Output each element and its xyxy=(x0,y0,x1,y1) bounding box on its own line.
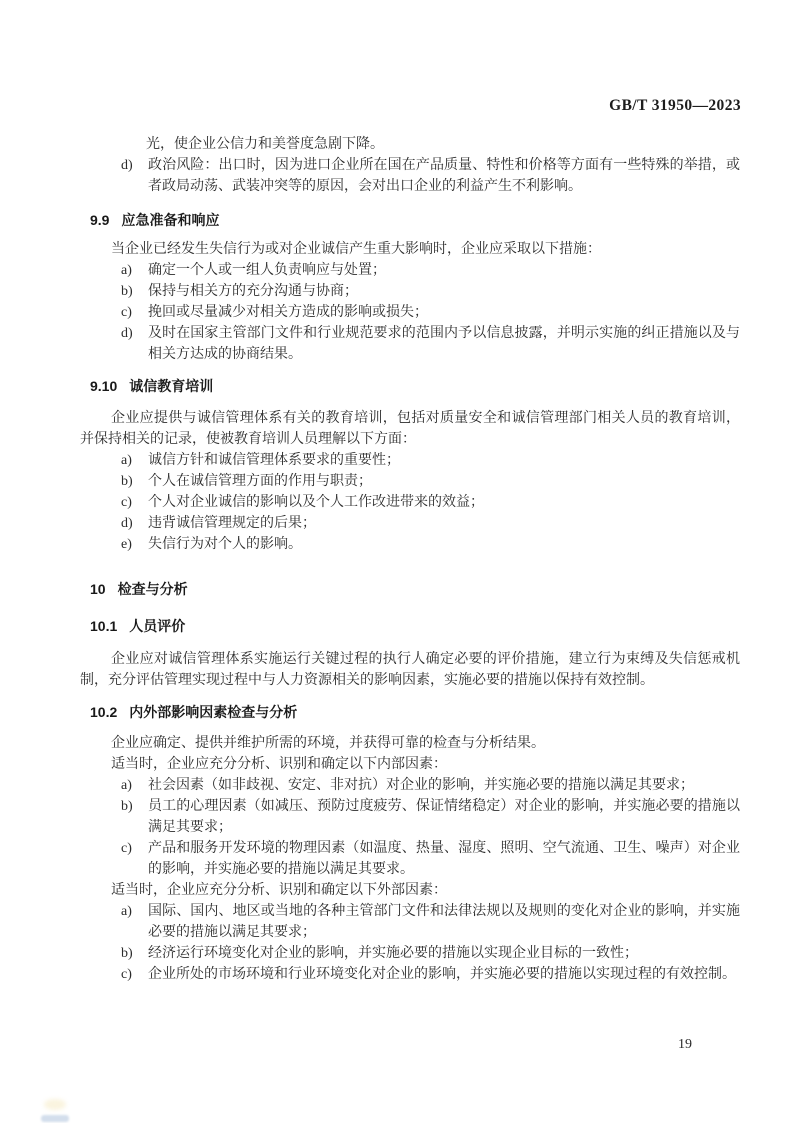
list-item-text: 失信行为对个人的影响。 xyxy=(148,537,302,552)
list-item-text: 个人对企业诚信的影响以及个人工作改进带来的效益； xyxy=(148,495,484,510)
list-item xyxy=(121,534,740,555)
list-item-letter: c) xyxy=(121,841,132,856)
chapter-title: 检查与分析 xyxy=(117,581,188,597)
list-item-text: 违背诚信管理规定的后果； xyxy=(148,516,316,531)
scan-artifact-blue-smudge xyxy=(41,1115,69,1122)
list-item-text: 企业所处的市场环境和行业环境变化对企业的影响，并实施必要的措施以实现过程的有效控制。 xyxy=(148,967,736,982)
section-number: 10.2 xyxy=(90,704,118,720)
list-item xyxy=(121,838,740,880)
body-paragraph: 企业应对诚信管理体系实施运行关键过程的执行人确定必要的评价措施，建立行为束缚及失信惩戒机制，充分评估管理实现过程中与人力资源相关的影响因素，实施必要的措施以保持有效控制。 xyxy=(80,652,740,688)
list-item xyxy=(121,450,740,471)
chapter-heading-10 xyxy=(90,579,740,600)
list-item-text: 社会因素（如非歧视、安定、非对抗）对企业的影响，并实施必要的措施以满足其要求； xyxy=(148,778,694,793)
section-title: 内外部影响因素检查与分析 xyxy=(129,704,298,720)
list-item-letter: a) xyxy=(121,263,132,278)
list-item-letter: a) xyxy=(121,453,132,468)
list-item xyxy=(121,323,740,365)
list-item xyxy=(121,281,740,302)
section-number: 9.10 xyxy=(90,378,118,394)
list-item-letter: d) xyxy=(121,516,133,531)
list-item-letter: a) xyxy=(121,904,132,919)
page-number: 19 xyxy=(678,1037,692,1052)
list-item xyxy=(121,260,740,281)
list-item xyxy=(121,471,740,492)
list-item-text: 经济运行环境变化对企业的影响，并实施必要的措施以实现企业目标的一致性； xyxy=(148,946,638,961)
body-paragraph: 适当时，企业应充分分析、识别和确定以下外部因素： xyxy=(111,883,447,898)
body-paragraph: 适当时，企业应充分分析、识别和确定以下内部因素： xyxy=(111,757,447,772)
list-item-letter: c) xyxy=(121,305,132,320)
list-item xyxy=(121,155,740,197)
section-intro-paragraph: 当企业已经发生失信行为或对企业诚信产生重大影响时，企业应采取以下措施： xyxy=(111,242,601,257)
chapter-number: 10 xyxy=(90,581,106,597)
list-item-text: 产品和服务开发环境的物理因素（如温度、热量、湿度、照明、空气流通、卫生、噪声）对企业的影响，并实施必要的措施以满足其要求。 xyxy=(148,841,740,877)
body-paragraph: 企业应确定、提供并维护所需的环境，并获得可靠的检查与分析结果。 xyxy=(111,736,545,751)
list-item xyxy=(121,775,740,796)
list-item-letter: c) xyxy=(121,967,132,982)
list-item-text: 保持与相关方的充分沟通与协商； xyxy=(148,284,358,299)
list-item-text: 员工的心理因素（如减压、预防过度疲劳、保证情绪稳定）对企业的影响，并实施必要的措施以满足其要求； xyxy=(148,799,740,835)
section-number: 10.1 xyxy=(90,618,118,634)
list-item-letter: b) xyxy=(121,799,133,814)
list-item-letter: b) xyxy=(121,474,133,489)
list-item xyxy=(121,901,740,943)
list-item-text: 确定一个人或一组人负责响应与处置； xyxy=(148,263,386,278)
list-item xyxy=(121,964,740,985)
list-item-text: 及时在国家主管部门文件和行业规范要求的范围内予以信息披露，并明示实施的纠正措施以及与相关方达成的协商结果。 xyxy=(148,326,740,362)
carryover-tail-line: 光，使企业公信力和美誉度急剧下降。 xyxy=(146,137,384,152)
section-heading-9-10 xyxy=(90,376,740,397)
list-item xyxy=(121,302,740,323)
page-content xyxy=(80,134,740,985)
standard-code-header: GB/T 31950—2023 xyxy=(609,97,741,114)
section-number: 9.9 xyxy=(90,212,110,228)
list-item xyxy=(121,943,740,964)
scan-artifact-warm-smudge xyxy=(44,1099,66,1110)
list-item-letter: b) xyxy=(121,284,133,299)
list-item xyxy=(121,796,740,838)
section-heading-10-1 xyxy=(90,616,740,637)
list-item xyxy=(121,513,740,534)
list-item-text: 诚信方针和诚信管理体系要求的重要性； xyxy=(148,453,400,468)
section-heading-9-9 xyxy=(90,210,740,231)
list-item-letter: e) xyxy=(121,537,132,552)
list-item-letter: c) xyxy=(121,495,132,510)
list-item-text: 个人在诚信管理方面的作用与职责； xyxy=(148,474,372,489)
section-intro-paragraph: 企业应提供与诚信管理体系有关的教育培训，包括对质量安全和诚信管理部门相关人员的教育培训，并保持相关的记录，使被教育培训人员理解以下方面： xyxy=(80,411,740,447)
list-item-letter: d) xyxy=(121,158,133,173)
list-item-letter: a) xyxy=(121,778,132,793)
list-item xyxy=(121,492,740,513)
list-item-letter: b) xyxy=(121,946,133,961)
section-heading-10-2 xyxy=(90,702,740,723)
list-item-letter: d) xyxy=(121,326,133,341)
list-item-text: 政治风险：出口时，因为进口企业所在国在产品质量、特性和价格等方面有一些特殊的举措，或者政局动荡、武装冲突等的原因，会对出口企业的利益产生不利影响。 xyxy=(148,158,740,194)
list-item-text: 挽回或尽量减少对相关方造成的影响或损失； xyxy=(148,305,428,320)
section-title: 应急准备和响应 xyxy=(121,212,220,228)
list-item-text: 国际、国内、地区或当地的各种主管部门文件和法律法规以及规则的变化对企业的影响，并实施必要的措施以满足其要求； xyxy=(148,904,740,940)
section-title: 诚信教育培训 xyxy=(129,378,214,394)
section-title: 人员评价 xyxy=(129,618,186,634)
